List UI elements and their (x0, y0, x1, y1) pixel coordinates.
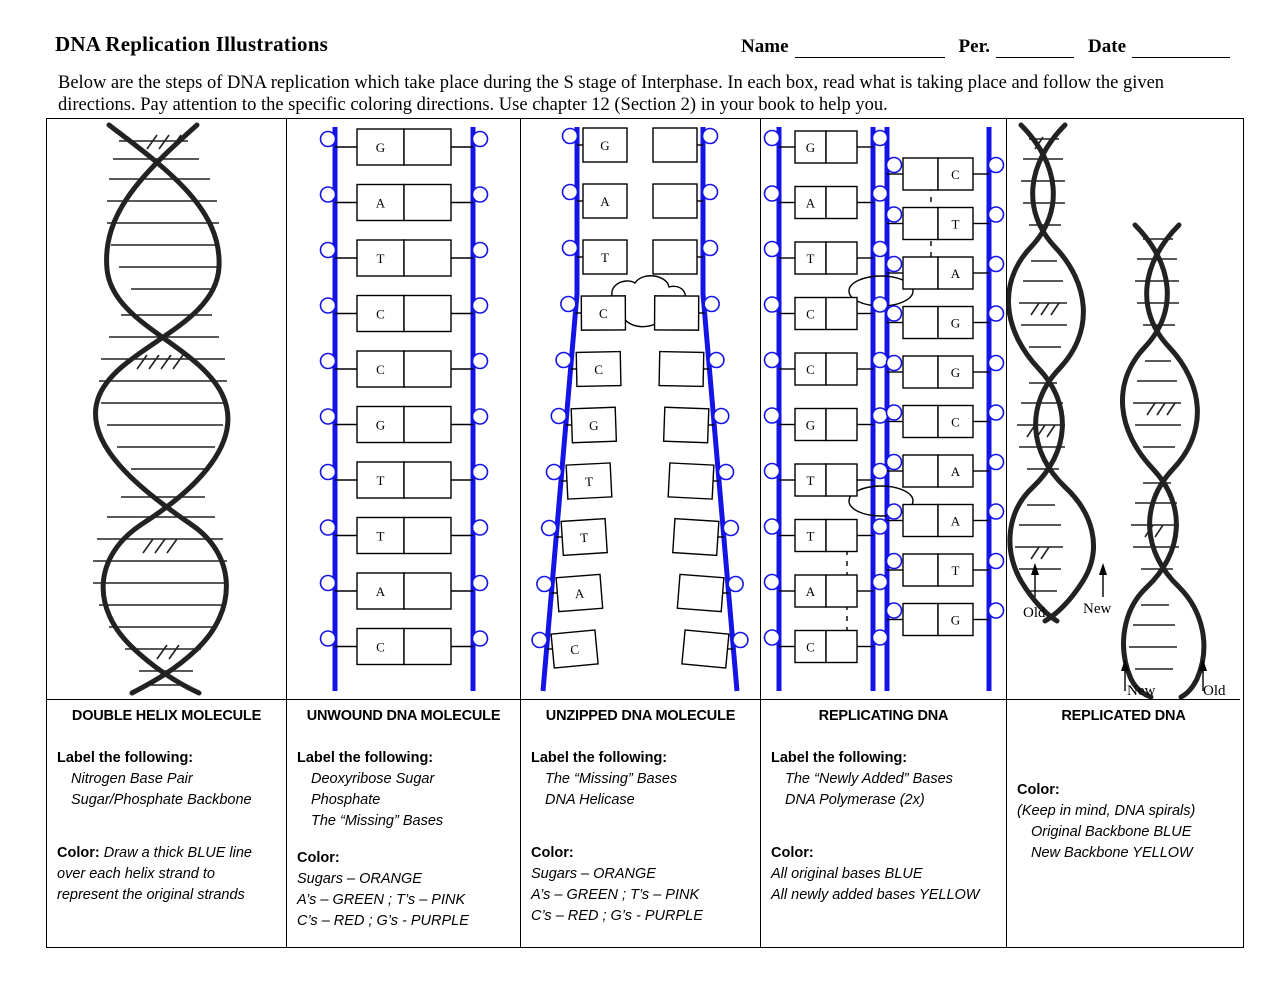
label-item: The “Missing” Bases (545, 771, 678, 787)
strand-label-old: Old (1203, 683, 1226, 699)
base-letter: T (951, 216, 960, 232)
base-box-blank (903, 455, 938, 487)
base-box-right (668, 463, 714, 499)
base-letter: G (600, 138, 610, 153)
name-field[interactable] (795, 43, 945, 58)
phosphate-circle-left (563, 241, 578, 256)
base-letter: C (569, 641, 580, 658)
phosphate-circle-right (473, 465, 488, 480)
replicating-dna-illustration (761, 119, 1006, 699)
base-letter: A (950, 266, 961, 281)
base-letter: A (805, 195, 816, 211)
body-replicated-dna (1007, 726, 1240, 864)
phosphate-circle-right (728, 577, 743, 592)
base-box-right (653, 184, 697, 218)
base-box-blank (903, 406, 938, 438)
base-letter: T (951, 563, 960, 578)
base-box-right (404, 185, 451, 221)
base-box-right (404, 240, 451, 276)
caption-replicating-dna: REPLICATING DNA (818, 708, 949, 724)
phosphate-circle-right (473, 354, 488, 369)
label-item: DNA Polymerase (2x) (785, 792, 925, 808)
base-letter: G (950, 365, 961, 380)
base-box-right (664, 407, 709, 442)
phosphate-circle-right (473, 298, 488, 313)
phosphate-circle-right (473, 409, 488, 424)
instructions-paragraph: Below are the steps of DNA replication which take place during the S stage of Interphase. In each box, read what is taking place and follow the given directions. Pay attention to the specific coloring directions. Use chapter 12 (Section 2) in your book to help you. (58, 73, 1165, 115)
base-letter: A (600, 194, 610, 209)
base-letter: G (950, 315, 961, 331)
base-letter: A (805, 584, 816, 599)
phosphate-circle-right (723, 521, 738, 536)
base-box-blank (903, 356, 938, 388)
base-box-blank (903, 257, 938, 289)
phosphate-circle-right (473, 631, 488, 646)
phosphate-circle-right (719, 465, 734, 480)
base-letter: G (375, 140, 386, 155)
phosphate-circle-right (989, 504, 1004, 519)
phosphate-circle-right-inner (887, 158, 902, 173)
base-letter: C (806, 362, 815, 377)
phosphate-circle-left-inner (873, 242, 888, 257)
base-letter: G (375, 417, 386, 433)
base-letter: G (950, 612, 961, 628)
body-double-helix (47, 726, 286, 906)
base-letter: T (601, 250, 609, 265)
phosphate-circle-right (703, 241, 718, 256)
base-box-right (404, 462, 451, 498)
phosphate-circle-right (989, 207, 1004, 222)
base-box-blank (903, 554, 938, 586)
base-letter: G (805, 140, 816, 155)
phosphate-circle-left (765, 630, 780, 645)
strand-label-new: New (1083, 601, 1112, 617)
base-box-blank (903, 208, 938, 240)
phosphate-circle-right (714, 409, 729, 424)
phosphate-circle-right-inner (887, 356, 902, 371)
base-letter: A (375, 584, 386, 599)
base-box-new-blank (826, 242, 857, 274)
replicated-dna-illustration (1007, 119, 1240, 699)
base-letter: T (376, 251, 385, 266)
base-letter: T (376, 473, 385, 488)
name-label: Name (741, 36, 789, 57)
phosphate-circle-right (704, 297, 719, 312)
label-item: DNA Helicase (545, 792, 635, 808)
phosphate-circle-right-inner (887, 603, 902, 618)
base-letter: A (950, 464, 961, 479)
column-double-helix (47, 119, 287, 947)
label-item: Sugar/Phosphate Backbone (71, 792, 252, 808)
caption-replicated-dna: REPLICATED DNA (1061, 708, 1186, 724)
strand-label-old: Old (1023, 605, 1046, 621)
phosphate-circle-right-inner (887, 207, 902, 222)
phosphate-circle-right-inner (887, 554, 902, 569)
phosphate-circle-left-inner (873, 353, 888, 368)
base-letter: C (951, 414, 960, 430)
phosphate-circle-left-inner (873, 630, 888, 645)
phosphate-circle-left-inner (873, 575, 888, 590)
period-field[interactable] (996, 43, 1074, 58)
phosphate-circle-right (703, 129, 718, 144)
illustration-table (46, 118, 1244, 948)
caption-unzipped-dna: UNZIPPED DNA MOLECULE (545, 708, 736, 724)
base-box-right (673, 519, 719, 556)
base-letter: A (574, 585, 585, 602)
base-box-right (655, 296, 699, 330)
strand-label-new: New (1127, 683, 1156, 699)
color-line: Sugars – ORANGE (531, 866, 656, 882)
double-helix-illustration (47, 119, 286, 699)
base-letter: T (584, 473, 594, 490)
phosphate-circle-left (537, 577, 552, 592)
base-letter: C (376, 639, 385, 655)
base-box-new-blank (826, 131, 857, 163)
phosphate-circle-right (989, 554, 1004, 569)
base-letter: C (594, 361, 604, 378)
color-line: (Keep in mind, DNA spirals) (1017, 803, 1196, 819)
base-box-new-blank (826, 409, 857, 441)
phosphate-circle-left (321, 243, 336, 258)
color-line: All newly added bases YELLOW (771, 887, 980, 903)
base-letter: C (376, 306, 385, 322)
phosphate-circle-right (709, 353, 724, 368)
phosphate-circle-right (473, 243, 488, 258)
period-label: Per. (958, 36, 991, 57)
phosphate-circle-right (989, 257, 1004, 272)
base-letter: T (806, 251, 815, 266)
color-line: A’s – GREEN ; T’s – PINK (297, 892, 466, 908)
unzipped-dna-illustration (521, 119, 760, 699)
base-letter: T (806, 528, 815, 544)
phosphate-circle-left-inner (873, 297, 888, 312)
base-box-right (404, 407, 451, 443)
phosphate-circle-left (542, 521, 557, 536)
base-letter: A (950, 513, 961, 529)
phosphate-circle-left (532, 633, 547, 648)
caption-unwound-dna: UNWOUND DNA MOLECULE (306, 708, 501, 724)
phosphate-circle-left (546, 465, 561, 480)
color-line: All original bases BLUE (771, 866, 923, 882)
phosphate-circle-left (765, 575, 780, 590)
phosphate-circle-left (765, 297, 780, 312)
base-box-blank (903, 505, 938, 537)
phosphate-circle-left (765, 464, 780, 479)
phosphate-circle-left (765, 186, 780, 201)
base-letter: T (376, 528, 385, 544)
phosphate-circle-right (989, 356, 1004, 371)
color-line: represent the original strands (57, 887, 245, 903)
label-heading: Label the following: (771, 750, 908, 766)
date-field[interactable] (1132, 43, 1230, 58)
phosphate-circle-left-inner (873, 408, 888, 423)
phosphate-circle-right (989, 603, 1004, 618)
phosphate-circle-left-inner (873, 131, 888, 146)
phosphate-circle-right (989, 405, 1004, 420)
phosphate-circle-left (765, 131, 780, 146)
base-letter: T (806, 473, 815, 488)
phosphate-circle-left (321, 298, 336, 313)
base-box-new-blank (826, 353, 857, 385)
base-box-right (682, 630, 729, 668)
base-letter: C (806, 639, 815, 655)
phosphate-circle-right-inner (887, 257, 902, 272)
phosphate-circle-left (321, 631, 336, 646)
caption-double-helix: DOUBLE HELIX MOLECULE (71, 708, 262, 724)
phosphate-circle-right-inner (887, 455, 902, 470)
body-unwound-dna (287, 726, 520, 932)
phosphate-circle-left (765, 519, 780, 534)
color-heading: Color: (57, 845, 100, 861)
label-heading: Label the following: (297, 750, 434, 766)
base-box-right (659, 352, 704, 387)
phosphate-circle-left (321, 409, 336, 424)
phosphate-circle-left (765, 408, 780, 423)
color-line: A’s – GREEN ; T’s – PINK (531, 887, 700, 903)
name-date-line (741, 36, 1230, 58)
phosphate-circle-left (556, 353, 571, 368)
base-box-blank (903, 604, 938, 636)
base-letter: C (806, 306, 815, 322)
base-box-blank (903, 307, 938, 339)
body-replicating-dna (761, 726, 1006, 906)
base-box-right (404, 129, 451, 165)
base-letter: A (375, 195, 386, 211)
base-box-new-blank (826, 631, 857, 663)
base-box-right (653, 240, 697, 274)
base-letter: C (376, 362, 385, 377)
color-heading: Color: (1017, 782, 1060, 798)
phosphate-circle-right (989, 306, 1004, 321)
base-box-right (404, 573, 451, 609)
phosphate-circle-left (321, 520, 336, 535)
label-item: Nitrogen Base Pair (71, 771, 193, 787)
color-line: C’s – RED ; G’s - PURPLE (531, 908, 703, 924)
color-line: New Backbone YELLOW (1031, 845, 1193, 861)
base-box-new-blank (826, 575, 857, 607)
base-box-new-blank (826, 187, 857, 219)
label-item: Deoxyribose Sugar (311, 771, 435, 787)
column-unzipped-dna (521, 119, 761, 947)
page-header (55, 32, 1230, 62)
color-line: over each helix strand to (57, 866, 215, 882)
body-unzipped-dna (521, 726, 760, 927)
phosphate-circle-right-inner (887, 504, 902, 519)
phosphate-circle-right (703, 185, 718, 200)
phosphate-circle-right (473, 187, 488, 202)
phosphate-circle-left (765, 242, 780, 257)
base-letter: C (599, 305, 608, 322)
phosphate-circle-left (563, 129, 578, 144)
phosphate-circle-left (321, 354, 336, 369)
column-unwound-dna (287, 119, 521, 947)
phosphate-circle-left-inner (873, 464, 888, 479)
base-box-right (677, 574, 724, 611)
phosphate-circle-right (473, 132, 488, 147)
phosphate-circle-left (765, 353, 780, 368)
base-box-blank (903, 158, 938, 190)
date-label: Date (1088, 36, 1126, 57)
label-heading: Label the following: (57, 750, 194, 766)
phosphate-circle-right (989, 158, 1004, 173)
phosphate-circle-left (321, 465, 336, 480)
phosphate-circle-left (321, 576, 336, 591)
base-letter: G (805, 417, 816, 433)
phosphate-circle-right (989, 455, 1004, 470)
color-heading: Color: (771, 845, 814, 861)
base-letter: G (588, 417, 599, 434)
base-box-right (404, 518, 451, 554)
phosphate-circle-left (561, 297, 576, 312)
phosphate-circle-right (733, 633, 748, 648)
color-line: C’s – RED ; G’s - PURPLE (297, 913, 469, 929)
base-box-right (404, 629, 451, 665)
label-item: Phosphate (311, 792, 381, 808)
color-line: Sugars – ORANGE (297, 871, 422, 887)
color-heading: Color: (297, 850, 340, 866)
phosphate-circle-right (473, 520, 488, 535)
column-replicated-dna (1007, 119, 1240, 947)
base-box-new-blank (826, 298, 857, 330)
base-letter: T (579, 529, 589, 546)
base-box-new-blank (826, 464, 857, 496)
page-title: DNA Replication Illustrations (55, 32, 328, 56)
base-letter: C (951, 167, 960, 182)
phosphate-circle-left (321, 187, 336, 202)
phosphate-circle-left (563, 185, 578, 200)
color-heading: Color: (531, 845, 574, 861)
label-heading: Label the following: (531, 750, 668, 766)
phosphate-circle-left (321, 132, 336, 147)
phosphate-circle-right-inner (887, 405, 902, 420)
base-box-right (404, 296, 451, 332)
base-box-right (404, 351, 451, 387)
base-box-right (653, 128, 697, 162)
color-line: Original Backbone BLUE (1031, 824, 1192, 840)
phosphate-circle-left-inner (873, 519, 888, 534)
unwound-dna-illustration (287, 119, 520, 699)
phosphate-circle-right-inner (887, 306, 902, 321)
label-item: The “Newly Added” Bases (785, 771, 953, 787)
phosphate-circle-right (473, 576, 488, 591)
phosphate-circle-left (551, 409, 566, 424)
column-replicating-dna (761, 119, 1007, 947)
color-line: Draw a thick BLUE line (103, 845, 252, 861)
base-box-new-blank (826, 520, 857, 552)
phosphate-circle-left-inner (873, 186, 888, 201)
label-item: The “Missing” Bases (311, 813, 444, 829)
